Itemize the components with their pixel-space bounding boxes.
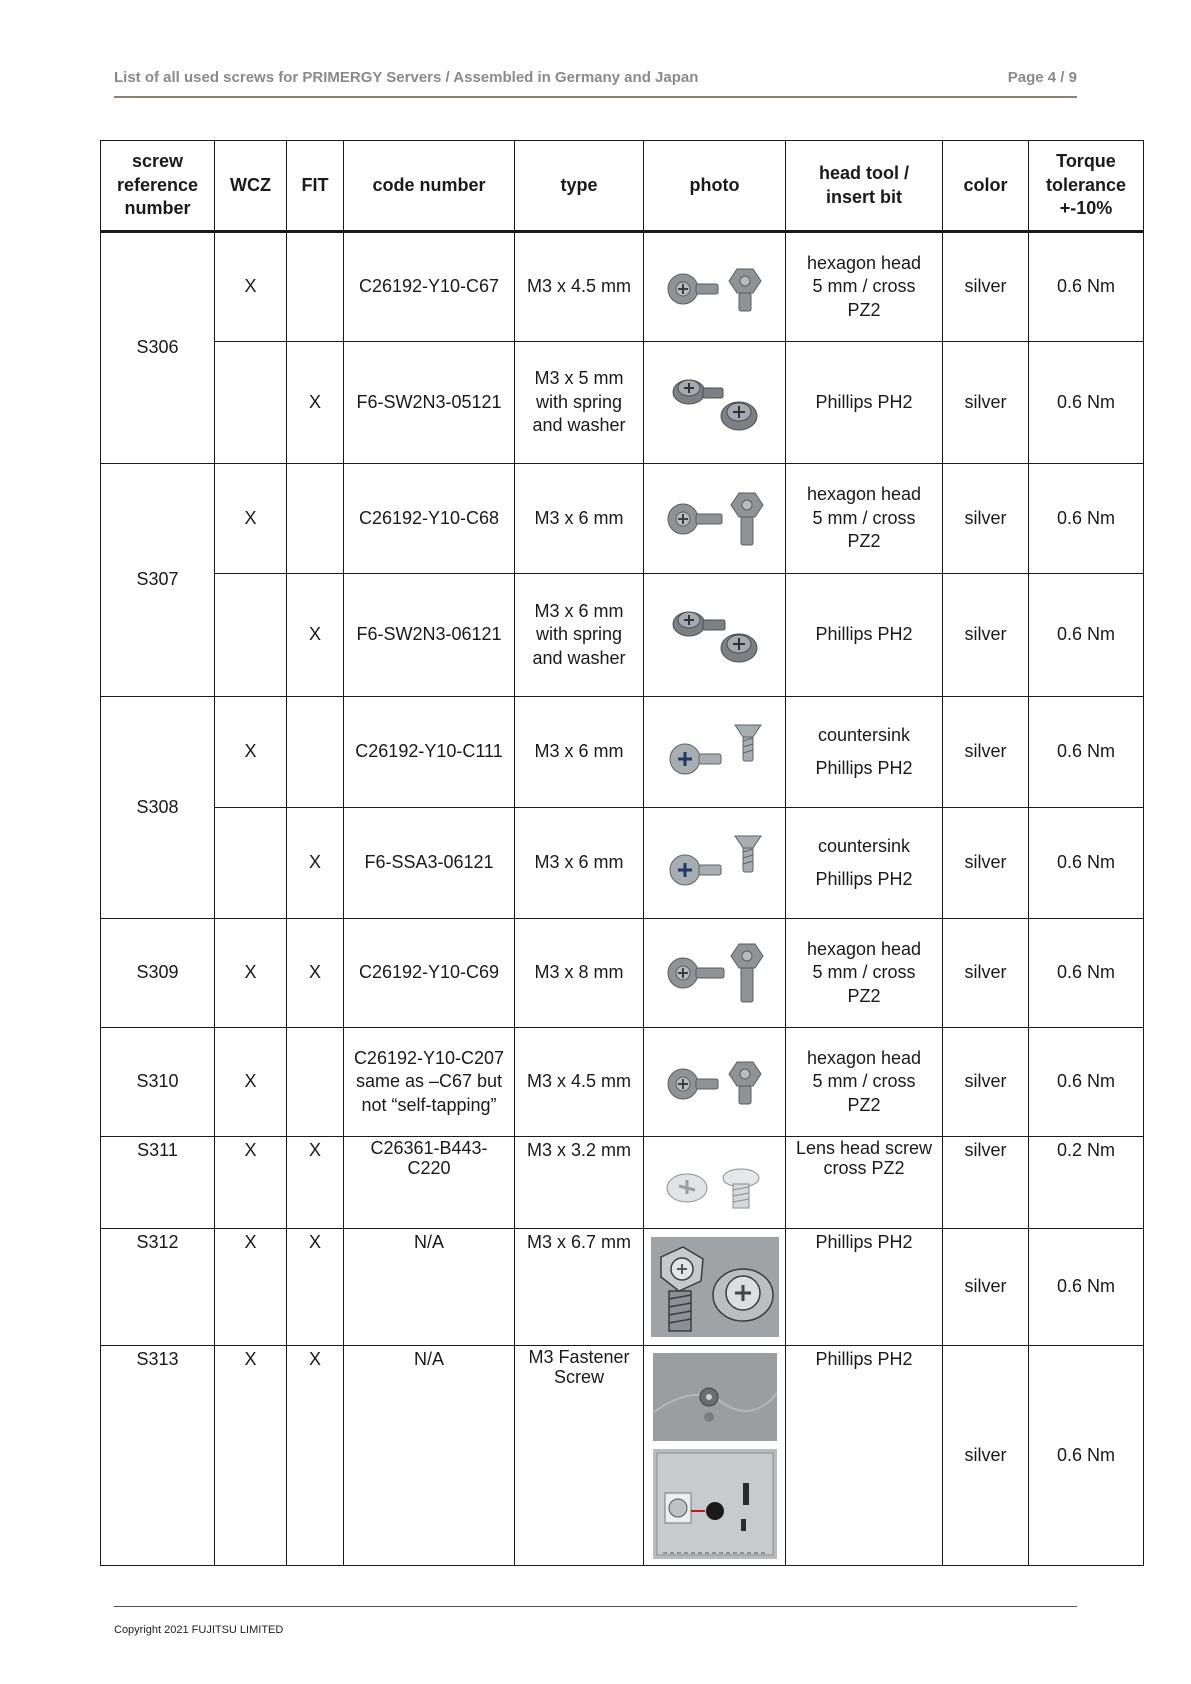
code-cell: C26192-Y10-C207 same as –C67 but not “self-tapping”	[344, 1028, 515, 1137]
type-cell: M3 x 4.5 mm	[515, 1028, 644, 1137]
wcz-cell: X	[215, 697, 287, 808]
hexagon-screw-icon	[648, 259, 781, 315]
washer-screw-icon	[648, 600, 781, 670]
fit-cell: X	[287, 808, 344, 919]
tool-cell: Phillips PH2	[786, 574, 943, 697]
code-cell: C26192-Y10-C67	[344, 232, 515, 342]
document-header-title: List of all used screws for PRIMERGY Servers / Assembled in Germany and Japan	[114, 69, 699, 86]
code-cell: F6-SSA3-06121	[344, 808, 515, 919]
photo-cell	[644, 1229, 786, 1346]
wcz-cell	[215, 808, 287, 919]
wcz-cell: X	[215, 1229, 287, 1346]
color-cell: silver	[943, 574, 1029, 697]
wcz-cell: X	[215, 1137, 287, 1229]
table-row	[101, 1346, 1144, 1566]
tool-cell: hexagon head 5 mm / cross PZ2	[786, 232, 943, 342]
hexagon-screw-icon	[648, 487, 781, 551]
photo-cell	[644, 919, 786, 1028]
photo-cell	[644, 1137, 786, 1229]
ref-cell: S311	[101, 1137, 215, 1229]
torque-cell: 0.6 Nm	[1029, 1028, 1144, 1137]
photo-cell	[644, 464, 786, 574]
table-row	[101, 464, 1144, 574]
ref-cell: S308	[101, 697, 215, 919]
table-row	[101, 1229, 1144, 1346]
tool-cell: Phillips PH2	[786, 1229, 943, 1346]
table-row	[101, 1028, 1144, 1137]
type-cell: M3 x 8 mm	[515, 919, 644, 1028]
code-cell: C26192-Y10-C111	[344, 697, 515, 808]
torque-cell: 0.6 Nm	[1029, 808, 1144, 919]
tool-cell: Phillips PH2	[786, 342, 943, 464]
fastener-screw-photo-icon	[648, 1353, 781, 1559]
tool-cell: hexagon head 5 mm / cross PZ2	[786, 1028, 943, 1137]
color-cell: silver	[943, 232, 1029, 342]
fit-cell: X	[287, 1137, 344, 1229]
fit-cell: X	[287, 1346, 344, 1566]
col-header-type: type	[515, 141, 644, 232]
wcz-cell: X	[215, 464, 287, 574]
countersink-screw-icon	[648, 830, 781, 896]
table-row	[101, 342, 1144, 464]
col-header-photo: photo	[644, 141, 786, 232]
page-number: Page 4 / 9	[1007, 69, 1077, 86]
table-row	[101, 574, 1144, 697]
tool-cell: Lens head screw cross PZ2	[786, 1137, 943, 1229]
wcz-cell: X	[215, 1028, 287, 1137]
col-header-code: code number	[344, 141, 515, 232]
color-cell: silver	[943, 697, 1029, 808]
photo-cell	[644, 1028, 786, 1137]
color-cell: silver	[943, 919, 1029, 1028]
col-header-ref: screw reference number	[101, 141, 215, 232]
flange-screw-photo-icon	[648, 1237, 781, 1337]
fit-cell	[287, 232, 344, 342]
screw-table	[100, 140, 1144, 1566]
torque-cell: 0.2 Nm	[1029, 1137, 1144, 1229]
wcz-cell	[215, 574, 287, 697]
fit-cell	[287, 697, 344, 808]
color-cell: silver	[943, 464, 1029, 574]
table-row	[101, 808, 1144, 919]
color-cell: silver	[943, 1346, 1029, 1566]
code-cell: C26192-Y10-C68	[344, 464, 515, 574]
photo-cell	[644, 342, 786, 464]
lens-head-screw-icon	[648, 1160, 781, 1220]
copyright-text: Copyright 2021 FUJITSU LIMITED	[114, 1624, 284, 1636]
fit-cell: X	[287, 1229, 344, 1346]
color-cell: silver	[943, 1229, 1029, 1346]
torque-cell: 0.6 Nm	[1029, 697, 1144, 808]
code-cell: N/A	[344, 1229, 515, 1346]
tool-cell: Phillips PH2	[786, 1346, 943, 1566]
tool-cell: hexagon head 5 mm / cross PZ2	[786, 464, 943, 574]
ref-cell: S312	[101, 1229, 215, 1346]
torque-cell: 0.6 Nm	[1029, 1346, 1144, 1566]
col-header-torque: Torque tolerance +-10%	[1029, 141, 1144, 232]
torque-cell: 0.6 Nm	[1029, 342, 1144, 464]
torque-cell: 0.6 Nm	[1029, 574, 1144, 697]
torque-cell: 0.6 Nm	[1029, 232, 1144, 342]
fit-cell	[287, 464, 344, 574]
photo-cell	[644, 808, 786, 919]
ref-cell: S310	[101, 1028, 215, 1137]
washer-screw-icon	[648, 368, 781, 438]
photo-cell	[644, 697, 786, 808]
type-cell: M3 x 3.2 mm	[515, 1137, 644, 1229]
code-cell: F6-SW2N3-06121	[344, 574, 515, 697]
fit-cell: X	[287, 342, 344, 464]
hexagon-screw-icon	[648, 940, 781, 1006]
code-cell: C26192-Y10-C69	[344, 919, 515, 1028]
torque-cell: 0.6 Nm	[1029, 1229, 1144, 1346]
type-cell: M3 x 6 mm	[515, 808, 644, 919]
fit-cell: X	[287, 574, 344, 697]
table-row	[101, 697, 1144, 808]
photo-cell	[644, 232, 786, 342]
code-cell: F6-SW2N3-05121	[344, 342, 515, 464]
photo-cell	[644, 1346, 786, 1566]
footer-divider	[114, 1606, 1077, 1607]
hexagon-screw-icon	[648, 1054, 781, 1110]
photo-cell	[644, 574, 786, 697]
countersink-screw-icon	[648, 719, 781, 785]
wcz-cell	[215, 342, 287, 464]
tool-cell: hexagon head 5 mm / cross PZ2	[786, 919, 943, 1028]
ref-cell: S313	[101, 1346, 215, 1566]
tool-cell: countersink Phillips PH2	[786, 808, 943, 919]
table-header-row	[101, 141, 1144, 232]
wcz-cell: X	[215, 919, 287, 1028]
type-cell: M3 Fastener Screw	[515, 1346, 644, 1566]
code-cell: N/A	[344, 1346, 515, 1566]
type-cell: M3 x 6 mm	[515, 697, 644, 808]
fit-cell	[287, 1028, 344, 1137]
type-cell: M3 x 4.5 mm	[515, 232, 644, 342]
wcz-cell: X	[215, 232, 287, 342]
torque-cell: 0.6 Nm	[1029, 464, 1144, 574]
table-row	[101, 232, 1144, 342]
col-header-tool: head tool / insert bit	[786, 141, 943, 232]
ref-cell: S307	[101, 464, 215, 697]
color-cell: silver	[943, 1028, 1029, 1137]
color-cell: silver	[943, 1137, 1029, 1229]
header-divider	[114, 96, 1077, 98]
type-cell: M3 x 6.7 mm	[515, 1229, 644, 1346]
code-cell: C26361-B443- C220	[344, 1137, 515, 1229]
ref-cell: S309	[101, 919, 215, 1028]
color-cell: silver	[943, 342, 1029, 464]
type-cell: M3 x 6 mm with spring and washer	[515, 574, 644, 697]
fit-cell: X	[287, 919, 344, 1028]
color-cell: silver	[943, 808, 1029, 919]
col-header-color: color	[943, 141, 1029, 232]
ref-cell: S306	[101, 232, 215, 464]
table-row	[101, 1137, 1144, 1229]
table-row	[101, 919, 1144, 1028]
tool-cell: countersink Phillips PH2	[786, 697, 943, 808]
type-cell: M3 x 6 mm	[515, 464, 644, 574]
wcz-cell: X	[215, 1346, 287, 1566]
torque-cell: 0.6 Nm	[1029, 919, 1144, 1028]
type-cell: M3 x 5 mm with spring and washer	[515, 342, 644, 464]
col-header-wcz: WCZ	[215, 141, 287, 232]
col-header-fit: FIT	[287, 141, 344, 232]
